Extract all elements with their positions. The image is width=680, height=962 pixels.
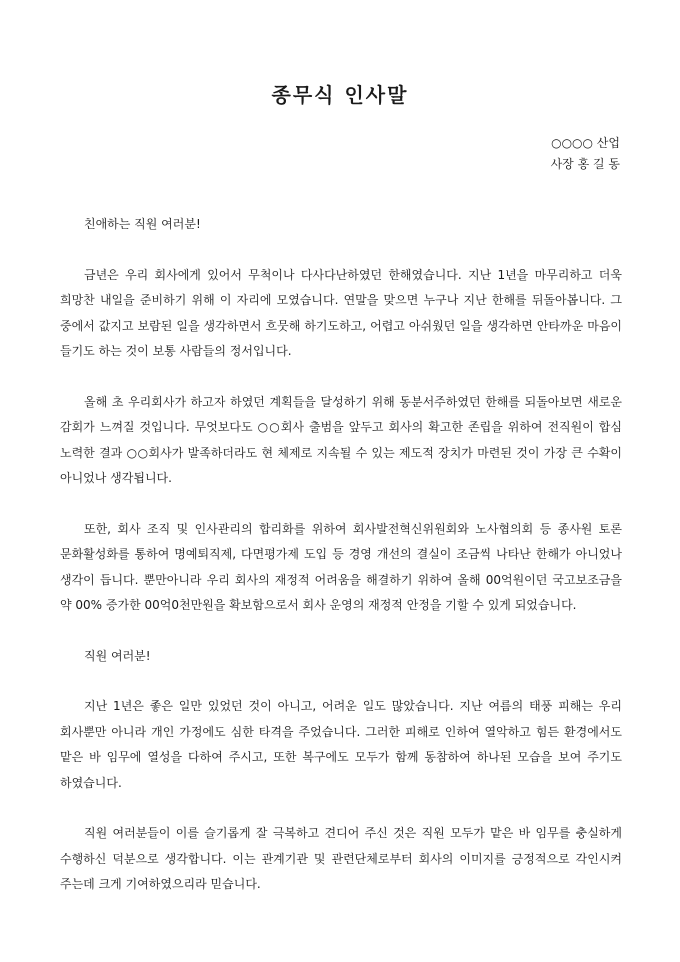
paragraph-5: 직원 여러분들이 이를 슬기롭게 잘 극복하고 견디어 주신 것은 직원 모두가 맡은 바 임무를 충실하게 수행하신 덕분으로 생각합니다. 이는 관계기관 및 관련단체로부터 회사의 이미지를 긍정적으로 각인시켜 주는데 크게 기여하였으리라 믿습니다. xyxy=(60,826,622,891)
paragraph-4: 지난 1년은 좋은 일만 있었던 것이 아니고, 어려운 일도 많았습니다. 지난 여름의 태풍 피해는 우리 회사뿐만 아니라 개인 가정에도 심한 타격을 주었습니다. 그러한 피해로 인하여 열악하고 힘든 환경에서도 맡은 바 임무에 열성을 다하여 주시고, 또한 복구에도 모두가 함께 동참하여 하나된 모습을 보여 주기도 하였습니다. xyxy=(60,699,622,790)
greeting-employees-2: 직원 여러분! xyxy=(84,648,151,663)
paragraph-3: 또한, 회사 조직 및 인사관리의 합리화를 위하여 회사발전혁신위원회와 노사협의회 등 종사원 토론 문화활성화를 통하여 명예퇴직제, 다면평가제 도입 등 경영 개선의 결실이 조금씩 나타난 한해가 아니었나 생각이 듭니다. 뿐만아니라 우리 회사의 재정적 어려움을 해결하기 위하여 올해 00억원이던 국고보조금을 약 00% 증가한 00억0천만원을 확보함으로서 회사 운영의 재정적 안정을 기할 수 있게 되었습니다. xyxy=(60,521,622,612)
company-name: ○○○○ 산업 xyxy=(551,136,620,150)
sender-block xyxy=(551,133,620,175)
greeting-employees: 친애하는 직원 여러분! xyxy=(84,217,201,231)
document-body xyxy=(60,212,622,923)
paragraph-1: 금년은 우리 회사에게 있어서 무척이나 다사다난하였던 한해였습니다. 지난 1년을 마무리하고 더욱 희망찬 내일을 준비하기 위해 이 자리에 모였습니다. 연말을 맞으면 누구나 지난 한해를 뒤돌아봅니다. 그 중에서 값지고 보람된 일을 생각하면서 흐뭇해 하기도하고, 어렵고 아쉬웠던 일을 생각하면 안타까운 마음이 들기도 하는 것이 보통 사람들의 정서입니다. xyxy=(60,267,622,358)
president-name: 사장 홍 길 동 xyxy=(550,157,620,171)
document-title: 종무식 인사말 xyxy=(271,83,409,107)
paragraph-2: 올해 초 우리회사가 하고자 하였던 계획들을 달성하기 위해 동분서주하였던 한해를 되돌아보면 새로운 감회가 느껴질 것입니다. 무엇보다도 ○○회사 출범을 앞두고 회사의 확고한 존립을 위하여 전직원이 합심 노력한 결과 ○○회사가 발족하더라도 현 체제로 지속될 수 있는 제도적 장치가 마련된 것이 가장 큰 수확이 아니었나 생각됩니다. xyxy=(60,394,622,485)
